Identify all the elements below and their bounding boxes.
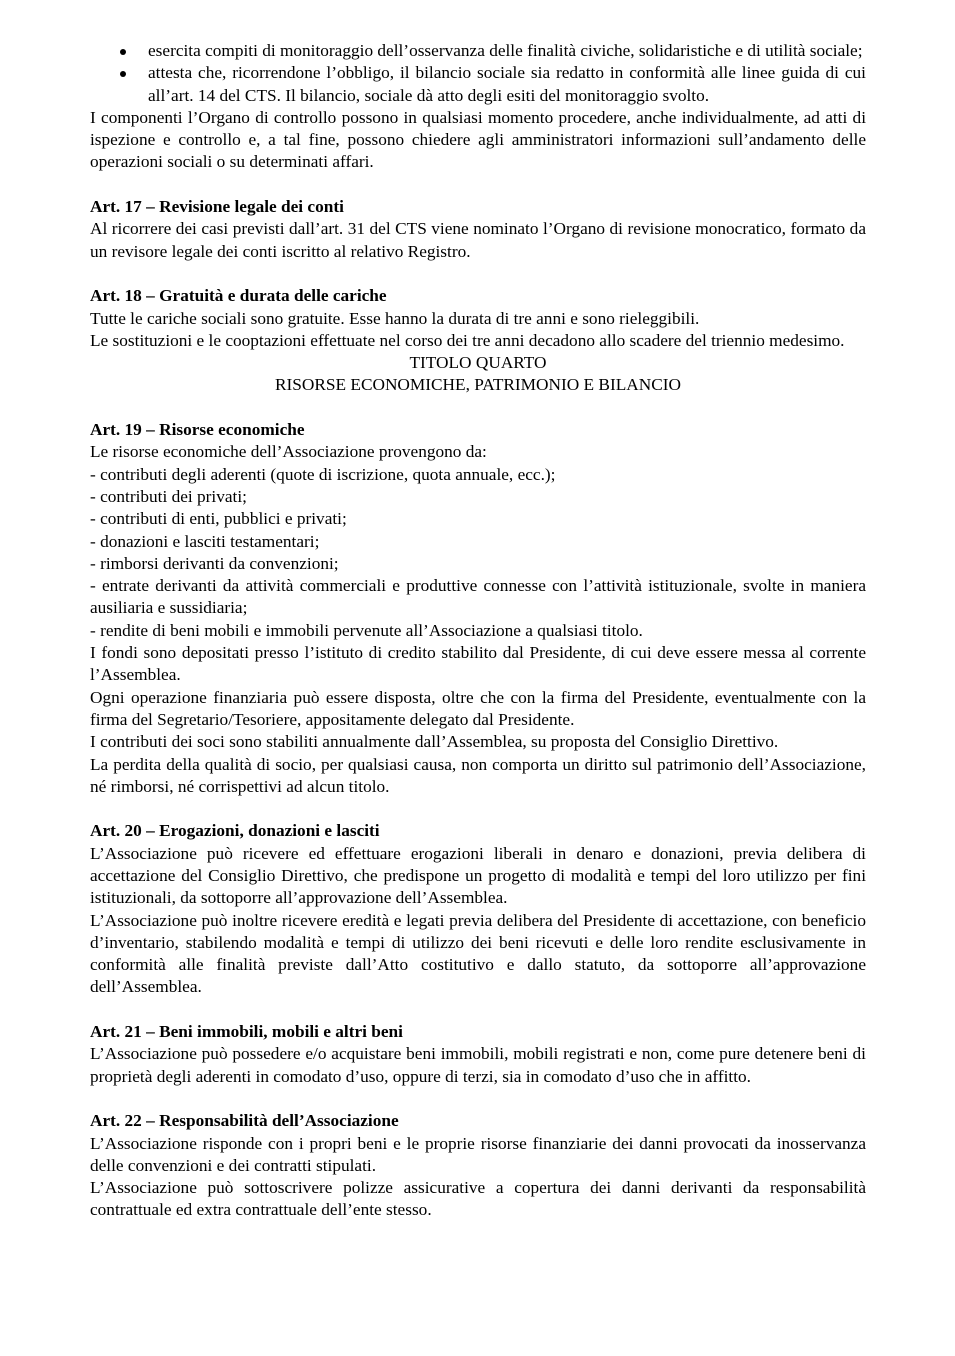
article-19 [90,419,866,798]
list-item: - rimborsi derivanti da convenzioni; [90,553,339,573]
spacer [90,798,866,820]
paragraph: I fondi sono depositati presso l’istituto di credito stabilito dal Presidente, di cui deve essere messa al corrente l’Assemblea. [90,643,866,685]
bullet-icon [120,71,126,77]
spacer [90,397,866,419]
spacer [90,999,866,1021]
paragraph: Al ricorrere dei casi previsti dall’art. 31 del CTS viene nominato l’Organo di revisione monocratico, formato da un revisore legale dei conti iscritto al relativo Registro. [90,219,866,261]
paragraph: Ogni operazione finanziaria può essere disposta, oltre che con la firma del Presidente, eventualmente con la firma del Segretario/Tesoriere, appositamente delegato dal Presidente. [90,687,866,729]
list-item-text: esercita compiti di monitoraggio dell’osservanza delle finalità civiche, solidaristiche e di utilità sociale; [148,41,863,60]
article-heading: Art. 18 – Gratuità e durata delle cariche [90,286,387,306]
list-item: - contributi dei privati; [90,486,247,506]
article-heading: Art. 20 – Erogazioni, donazioni e lasciti [90,821,380,841]
paragraph: I componenti l’Organo di controllo possono in qualsiasi momento procedere, anche individualmente, ad atti di ispezione e controllo e, a tal fine, possono chiedere agli amministratori informazioni sull’andamento delle operazioni sociali o su determinati affari. [90,107,866,172]
title-section [90,352,866,397]
control-body-duties-list [90,40,866,107]
title-subheading: RISORSE ECONOMICHE, PATRIMONIO E BILANCIO [275,375,681,395]
list-item [90,62,866,107]
title-heading: TITOLO QUARTO [409,353,547,373]
paragraph: L’Associazione risponde con i propri beni e le proprie risorse finanziarie dei danni provocati da inosservanza delle convenzioni e dei contratti stipulati. [90,1133,866,1175]
list-item [90,40,866,62]
article-18 [90,285,866,352]
document-page [90,40,866,1222]
list-item: - rendite di beni mobili e immobili pervenute all’Associazione a qualsiasi titolo. [90,620,643,640]
list-item: - contributi degli aderenti (quote di iscrizione, quota annuale, ecc.); [90,464,556,484]
article-heading: Art. 17 – Revisione legale dei conti [90,197,344,217]
paragraph: La perdita della qualità di socio, per qualsiasi causa, non comporta un diritto sul patrimonio dell’Associazione, né rimborsi, né corrispettivi ad alcun titolo. [90,754,866,796]
paragraph: Le sostituzioni e le cooptazioni effettuate nel corso dei tre anni decadono allo scadere del triennio medesimo. [90,330,845,350]
article-heading: Art. 22 – Responsabilità dell’Associazione [90,1111,399,1131]
bullet-icon [120,49,126,55]
article-20 [90,820,866,998]
paragraph: I contributi dei soci sono stabiliti annualmente dall’Assemblea, su proposta del Consiglio Direttivo. [90,732,779,752]
article-heading: Art. 21 – Beni immobili, mobili e altri beni [90,1022,403,1042]
spacer [90,1088,866,1110]
article-21 [90,1021,866,1088]
article-17 [90,196,866,263]
article-heading: Art. 19 – Risorse economiche [90,420,305,440]
list-item: - contributi di enti, pubblici e privati; [90,509,347,529]
list-item: - entrate derivanti da attività commerciali e produttive connesse con l’attività istituzionale, svolte in maniera ausiliaria e sussidiaria; [90,576,866,618]
paragraph: L’Associazione può inoltre ricevere eredità e legati previa delibera del Presidente di accettazione, con beneficio d’inventario, stabilendo modalità e tempi di utilizzo dei beni ricevuti e delle loro rendite esclusivamente in conformità alle finalità previste dall’Atto costitutivo e dallo statuto, da sottoporre all’approvazione dell’Assemblea. [90,910,866,997]
paragraph: Le risorse economiche dell’Associazione provengono da: [90,442,487,462]
list-item: - donazioni e lasciti testamentari; [90,531,320,551]
article-22 [90,1110,866,1221]
paragraph: L’Associazione può ricevere ed effettuare erogazioni liberali in denaro e donazioni, previa delibera di accettazione del Consiglio Direttivo, che predispone un progetto di modalità e tempi del loro utilizzo per fini istituzionali, da sottoporre all’approvazione dell’Assemblea. [90,843,866,908]
paragraph: Tutte le cariche sociali sono gratuite. Esse hanno la durata di tre anni e sono rieleggibili. [90,308,700,328]
paragraph: L’Associazione può possedere e/o acquistare beni immobili, mobili registrati e non, come pure detenere beni di proprietà degli aderenti in comodato d’uso, oppure di terzi, sia in comodato d’uso che in affitto. [90,1044,866,1086]
spacer [90,263,866,285]
spacer [90,174,866,196]
paragraph: L’Associazione può sottoscrivere polizze assicurative a copertura dei danni derivanti da responsabilità contrattuale ed extra contrattuale dell’ente stesso. [90,1178,866,1220]
list-item-text: attesta che, ricorrendone l’obbligo, il bilancio sociale sia redatto in conformità alle linee guida di cui all’art. 14 del CTS. Il bilancio, sociale dà atto degli esiti del monitoraggio svolto. [148,63,866,105]
